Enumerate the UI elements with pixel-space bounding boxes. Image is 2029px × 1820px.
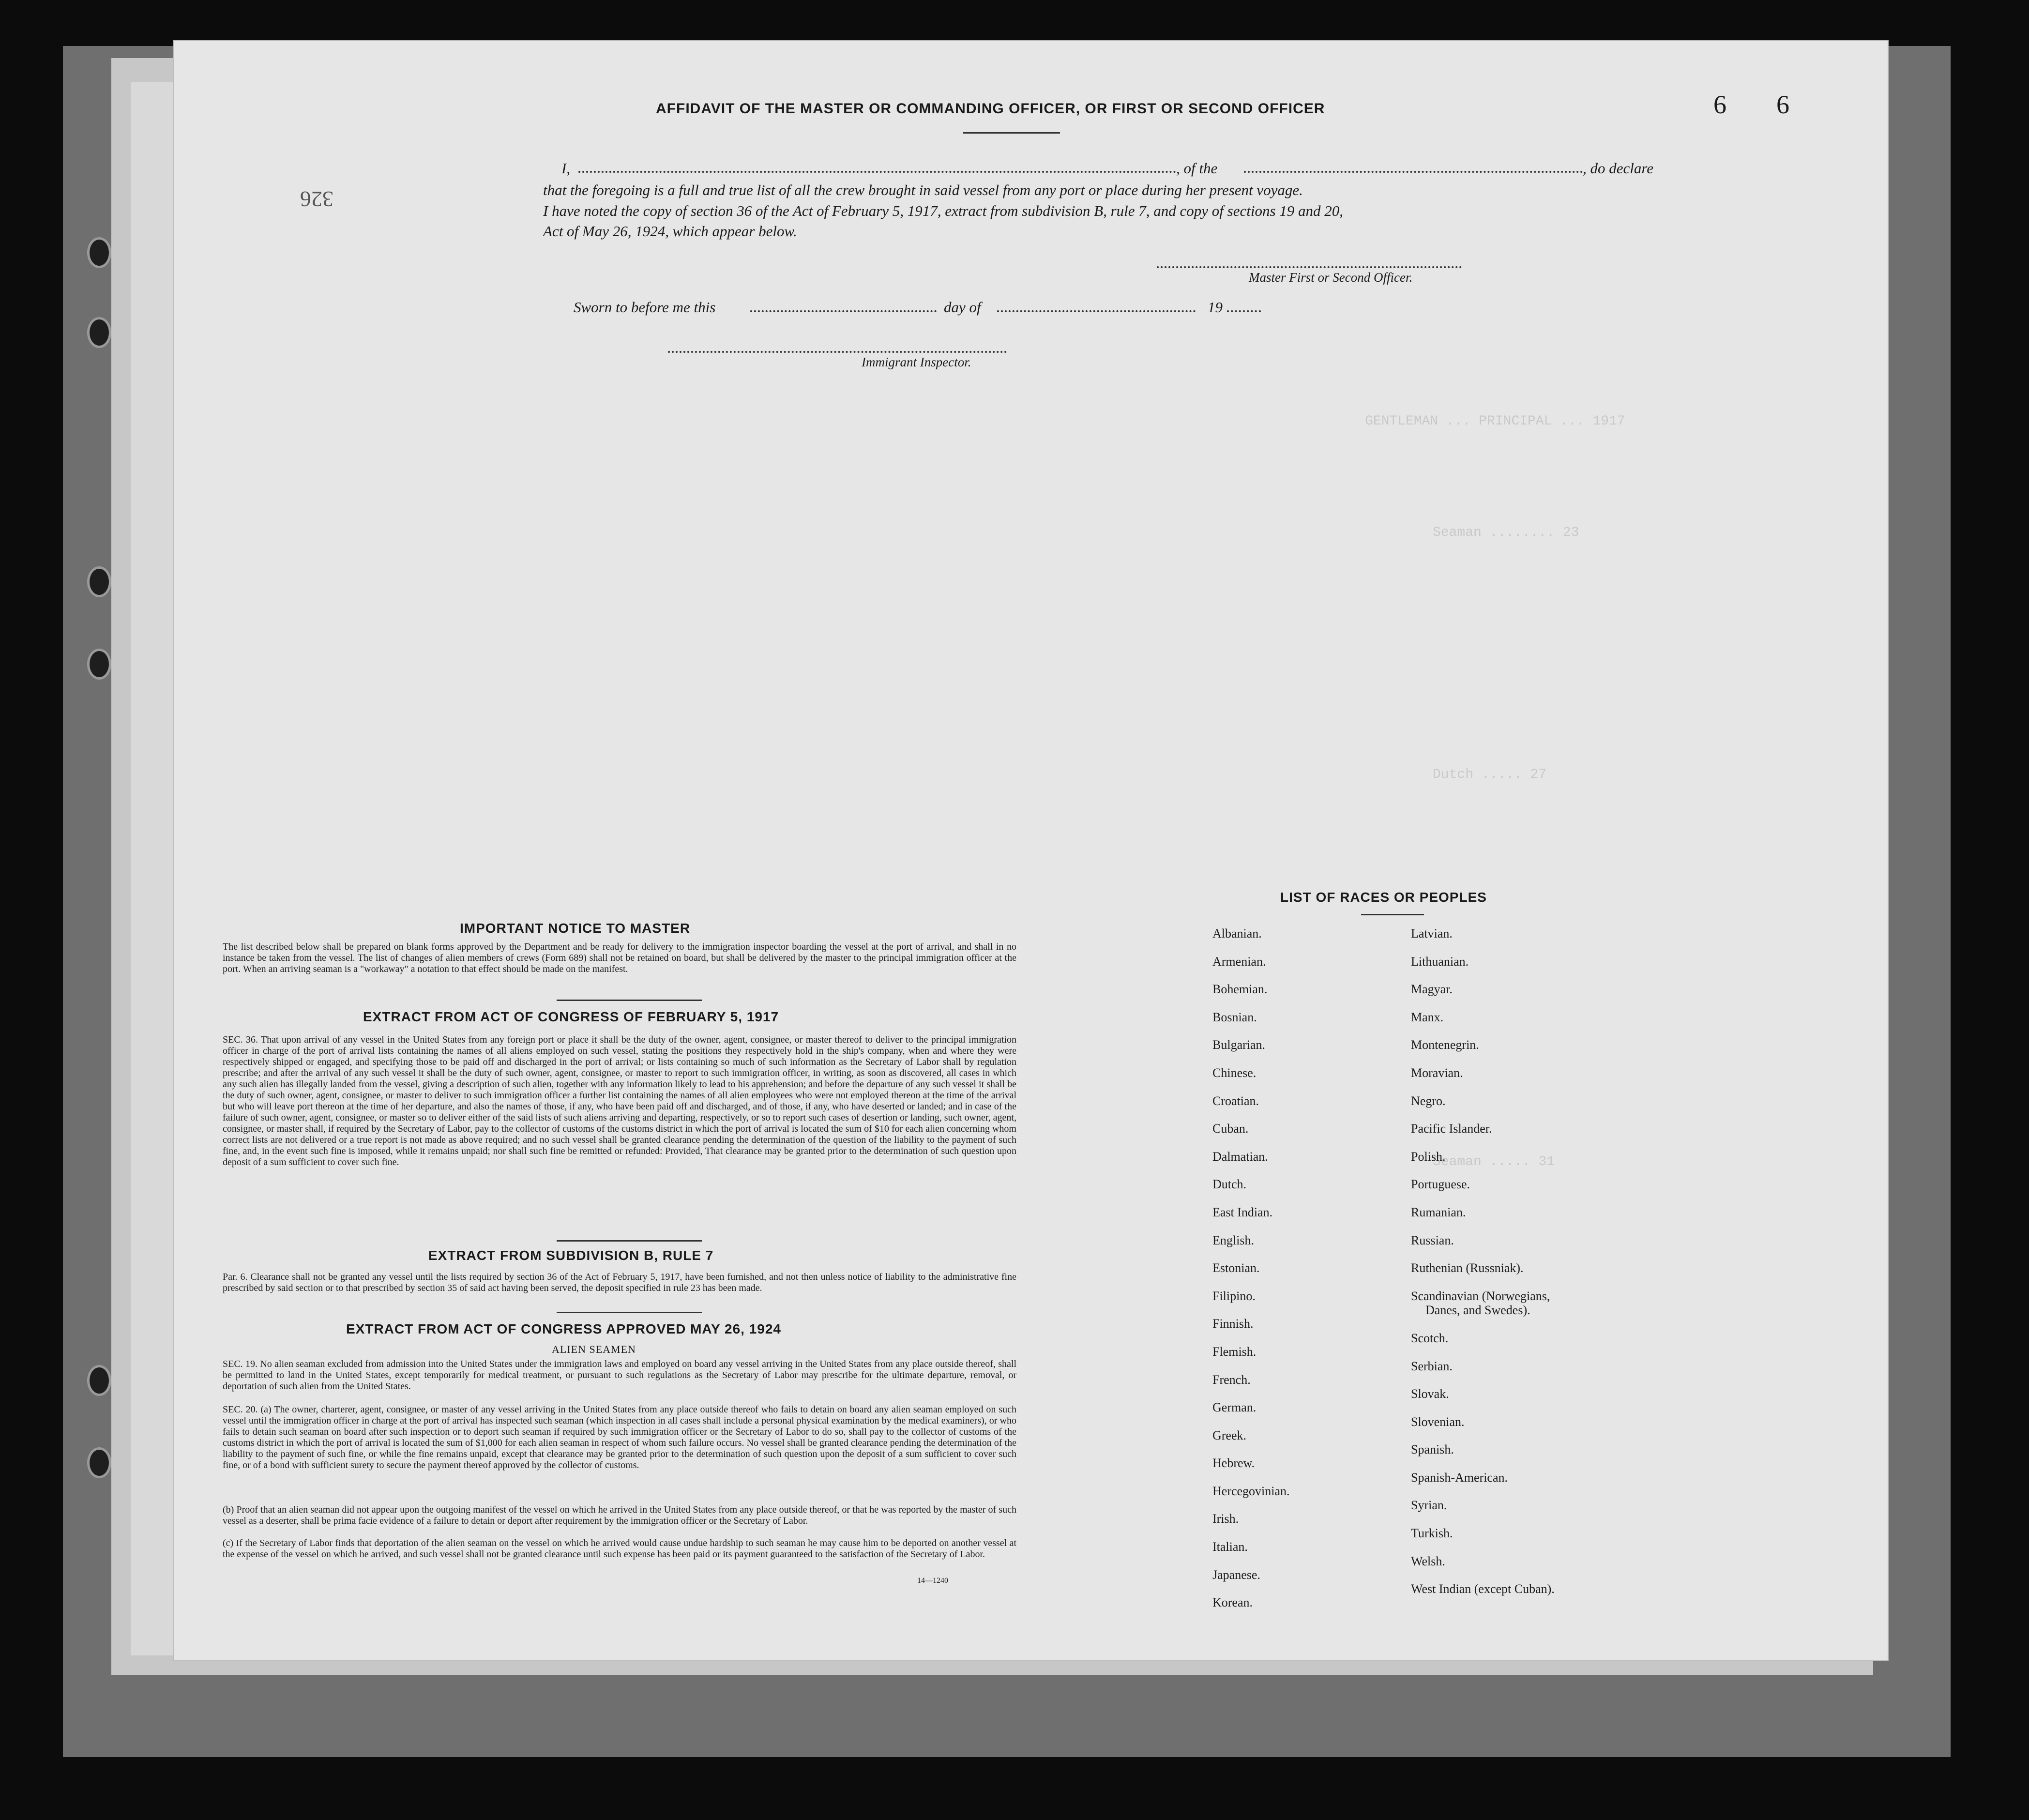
race-entry: Russian.: [1411, 1233, 1454, 1247]
bleed-through-text: Dutch ..... 27: [1433, 767, 1547, 782]
race-entry: Serbian.: [1411, 1359, 1453, 1373]
affidavit-line-3: I have noted the copy of section 36 of the Act of February 5, 1917, extract from subdivision B, rule 7, and copy of sections 19 and 20,: [543, 202, 1344, 219]
binder-hole: [87, 317, 111, 348]
race-entry: Welsh.: [1411, 1554, 1445, 1568]
race-entry: Manx.: [1411, 1010, 1444, 1024]
vessel-name-line[interactable]: [1244, 171, 1583, 173]
race-entry: Bulgarian.: [1212, 1038, 1266, 1052]
race-entry: Irish.: [1212, 1512, 1239, 1526]
races-column-2: [1411, 920, 1555, 1603]
race-entry: Pacific Islander.: [1411, 1122, 1492, 1136]
race-entry: Italian.: [1212, 1540, 1248, 1554]
race-entry: Danes, and Swedes).: [1425, 1303, 1530, 1318]
affidavit-title: AFFIDAVIT OF THE MASTER OR COMMANDING OFFICER, OR FIRST OR SECOND OFFICER: [656, 101, 1325, 117]
race-entry: Finnish.: [1212, 1317, 1254, 1331]
race-entry: Polish.: [1411, 1149, 1446, 1164]
race-entry: Hercegovinian.: [1212, 1484, 1290, 1498]
extract-1917-body: SEC. 36. That upon arrival of any vessel in the United States from any foreign port or place it shall be the duty of the owner, agent, consignee, or master thereof to deliver to the principal immigration officer in charge of the port of arrival lists containing the names of all aliens employed on such vessel, stating the positions they respectively hold in the ship's company, when and where they were respectively shipped or engaged, and specifying those to be paid off and discharged in the port of arrival; or lists containing so much of such information as the Secretary of Labor shall by regulation prescribe; and after the arrival of any such vessel it shall be the duty of such owner, agent, consignee, or master to report to such immigration officer, in writing, as soon as discovered, all cases in which any such alien has illegally landed from the vessel, giving a description of such alien, together with any information likely to lead to his apprehension; and before the departure of any such vessel it shall be the duty of such owner, agent, consignee, or master to deliver to such immigration officer a further list containing the names of all alien employees who were not employed thereon at the time of the arrival but who will leave port thereon at the time of her departure, and also the names of those, if any, who have been paid off and discharged, and of those, if any, who have deserted or landed; and in case of the failure of such owner, agent, consignee, or master so to deliver either of the said lists of such aliens arriving and departing, respectively, or so to report such cases of desertion or landing, such owner, agent, consignee, or master shall, if required by the Secretary of Labor, pay to the collector of customs of the customs district in which the port of arrival is located the sum of $10 for each alien concerning whom correct lists are not delivered or a true report is not made as above required; and no such vessel shall be granted clearance pending the determination of the question of the liability to the payment of such fine, and, in the event such fine is imposed, while it remains unpaid; nor shall such fine be remitted or refunded: Provided, That clearance may be granted prior to the determination of such question upon deposit of a sum sufficient to cover such fine.: [223, 1034, 1016, 1168]
day-of-label: day of: [944, 299, 981, 316]
race-entry: Bohemian.: [1212, 982, 1268, 997]
race-entry: Negro.: [1411, 1093, 1446, 1108]
affidavit-line-2: that the foregoing is a full and true list of all the crew brought in said vessel from any port or place during her present voyage.: [543, 182, 1303, 198]
race-entry: Korean.: [1212, 1595, 1253, 1610]
section-rule: [557, 1240, 702, 1242]
sec-20b-body: (b) Proof that an alien seaman did not appear upon the outgoing manifest of the vessel on which he arrived in the United States from any place outside thereof, or that he was reported by the master of such vessel as a deserter, shall be prima facie evidence of a failure to detain or deport after requirement by the immigration officer or the Secretary of Labor.: [223, 1504, 1016, 1526]
race-entry: Croatian.: [1212, 1093, 1259, 1108]
race-entry: Spanish.: [1411, 1442, 1454, 1457]
race-entry: Dalmatian.: [1212, 1149, 1268, 1164]
bleed-through-text: Seaman ........ 23: [1433, 525, 1579, 540]
of-the-label: , of the: [1176, 160, 1218, 177]
binder-hole: [87, 649, 111, 680]
inspector-signature-line[interactable]: [668, 351, 1007, 353]
race-entry: Latvian.: [1411, 926, 1453, 940]
race-entry: Montenegrin.: [1411, 1038, 1479, 1052]
extract-1917-title: EXTRACT FROM ACT OF CONGRESS OF FEBRUARY 5, 1917: [363, 1009, 779, 1024]
race-entry: Magyar.: [1411, 982, 1453, 997]
inspector-label: Immigrant Inspector.: [862, 355, 971, 369]
affidavit-line-4: Act of May 26, 1924, which appear below.: [543, 223, 797, 240]
sworn-label: Sworn to before me this: [574, 299, 716, 316]
race-entry: English.: [1212, 1233, 1254, 1247]
race-entry: German.: [1212, 1400, 1257, 1415]
race-entry: Slovak.: [1411, 1387, 1449, 1401]
notice-title: IMPORTANT NOTICE TO MASTER: [460, 921, 691, 936]
race-entry: Japanese.: [1212, 1567, 1260, 1582]
sec-20c-body: (c) If the Secretary of Labor finds that deportation of the alien seaman on the vessel on which he arrived would cause undue hardship to such seaman he may cause him to be deported on another vessel at the expense of the vessel on which he arrived, and such vessel shall not be granted clearance until such expense has been paid or its payment guaranteed to the satisfaction of the Secretary of Labor.: [223, 1538, 1016, 1560]
races-column-1: [1212, 920, 1290, 1617]
race-entry: Hebrew.: [1212, 1456, 1255, 1471]
race-entry: Spanish-American.: [1411, 1470, 1508, 1485]
race-entry: Syrian.: [1411, 1498, 1447, 1513]
binder-hole: [87, 1365, 111, 1396]
corner-mark: 6: [1713, 90, 1726, 119]
race-entry: Lithuanian.: [1411, 954, 1469, 969]
affidavit-i-label: I,: [561, 160, 571, 177]
race-entry: Scotch.: [1411, 1331, 1449, 1345]
race-entry: Flemish.: [1212, 1344, 1257, 1359]
sec-19-body: SEC. 19. No alien seaman excluded from admission into the United States under the immigration laws and employed on board any vessel arriving in the United States from any place outside thereof, shall be permitted to land in the United States, except temporarily for medical treatment, or pursuant to such regulations as the Secretary of Labor may prescribe for the ultimate departure, removal, or deportation of such alien from the United States.: [223, 1359, 1016, 1392]
race-entry: Rumanian.: [1411, 1205, 1466, 1219]
race-entry: Chinese.: [1212, 1065, 1257, 1080]
year-label: 19: [1208, 299, 1223, 316]
sworn-day-line[interactable]: [750, 310, 937, 312]
race-entry: East Indian.: [1212, 1205, 1273, 1219]
master-name-line[interactable]: [578, 171, 1176, 173]
bleed-through-text: Seaman ..... 31: [1433, 1154, 1555, 1169]
corner-mark: 6: [1776, 90, 1789, 119]
extract-rule7-title: EXTRACT FROM SUBDIVISION B, RULE 7: [428, 1248, 714, 1263]
binder-hole: [87, 566, 111, 597]
race-entry: Slovenian.: [1411, 1414, 1465, 1429]
race-entry: Estonian.: [1212, 1261, 1260, 1275]
alien-seamen-subtitle: ALIEN SEAMEN: [552, 1343, 636, 1355]
race-entry: Moravian.: [1411, 1065, 1463, 1080]
handwritten-number: 326: [300, 187, 333, 212]
race-entry: French.: [1212, 1372, 1251, 1387]
sworn-month-line[interactable]: [997, 310, 1196, 312]
race-entry: Armenian.: [1212, 954, 1266, 969]
races-title: LIST OF RACES OR PEOPLES: [1280, 890, 1487, 905]
title-rule: [963, 132, 1060, 134]
race-entry: Bosnian.: [1212, 1010, 1257, 1024]
race-entry: Scandinavian (Norwegians,: [1411, 1289, 1550, 1303]
section-rule: [557, 1000, 702, 1001]
form-number: 14—1240: [917, 1577, 948, 1585]
do-declare-label: , do declare: [1583, 160, 1654, 177]
master-signature-line[interactable]: [1157, 266, 1462, 268]
race-entry: Ruthenian (Russniak).: [1411, 1261, 1524, 1275]
race-entry: Cuban.: [1212, 1122, 1249, 1136]
notice-body: The list described below shall be prepared on blank forms approved by the Department and be ready for delivery to the immigration inspector boarding the vessel at the port of arrival, and shall in no instance be taken from the vessel. The list of changes of alien members of crews (Form 689) shall not be retained on board, but shall be delivered by the master to the principal immigration officer at the port. When an arriving seaman is a "workaway" a notation to that effect should be made on the manifest.: [223, 941, 1016, 974]
race-entry: Albanian.: [1212, 926, 1262, 940]
section-rule: [557, 1312, 702, 1313]
race-entry: Greek.: [1212, 1428, 1247, 1442]
binder-hole: [87, 1447, 111, 1478]
binder-hole: [87, 237, 111, 268]
master-signature-label: Master First or Second Officer.: [1249, 270, 1413, 285]
race-entry: Portuguese.: [1411, 1177, 1470, 1192]
race-entry: West Indian (except Cuban).: [1411, 1582, 1555, 1596]
extract-rule7-body: Par. 6. Clearance shall not be granted any vessel until the lists required by section 36 of the Act of February 5, 1917, have been furnished, and not then unless notice of liability to the administrative fine prescribed by said section or to that prescribed by section 35 of said act having been served, the deposit specified in rule 23 has been made.: [223, 1272, 1016, 1293]
sworn-year-line[interactable]: [1227, 310, 1261, 312]
sec-20a-body: SEC. 20. (a) The owner, charterer, agent, consignee, or master of any vessel arriving in the United States from any place outside thereof who fails to detain on board any alien seaman employed on such vessel until the immigration officer in charge at the port of arrival has inspected such seaman (which inspection in all cases shall include a personal physical examination by the medical examiners), or who fails to detain such seaman on board after such inspection or to deport such seaman if required by such immigration officer or the Secretary of Labor to do so, shall pay to the collector of customs of the customs district in which the port of arrival is located the sum of $1,000 for each alien seaman in respect of whom such failure occurs. No vessel shall be granted clearance pending the determination of the liability to the payment of such fine, or while the fine remains unpaid, except that clearance may be granted prior to the determination of such question upon the deposit of a sum sufficient to cover such fine, or of a bond with sufficient surety to secure the payment thereof approved by the collector of customs.: [223, 1404, 1016, 1471]
races-title-rule: [1361, 914, 1424, 915]
bleed-through-text: GENTLEMAN ... PRINCIPAL ... 1917: [1365, 414, 1625, 429]
manifest-page: [174, 41, 1888, 1660]
race-entry: Filipino.: [1212, 1289, 1256, 1303]
race-entry: Turkish.: [1411, 1526, 1453, 1541]
race-entry: Dutch.: [1212, 1177, 1247, 1192]
extract-1924-title: EXTRACT FROM ACT OF CONGRESS APPROVED MAY 26, 1924: [346, 1321, 781, 1336]
